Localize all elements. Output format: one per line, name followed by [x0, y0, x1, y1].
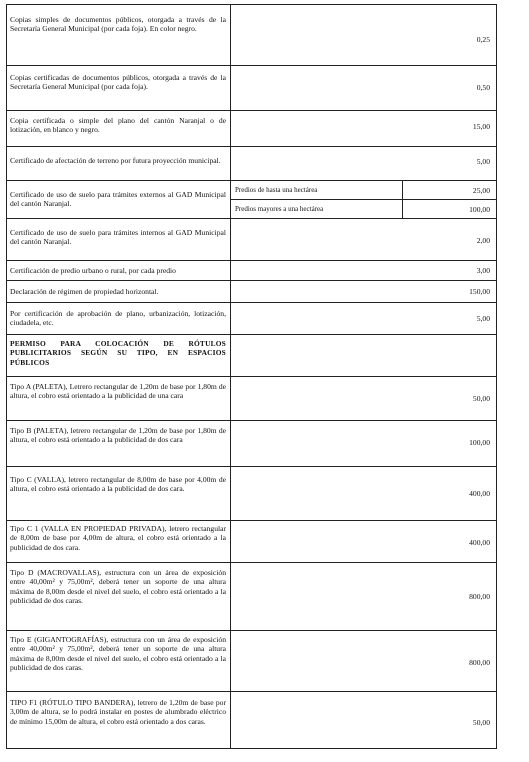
table-row	[7, 261, 496, 281]
row-description: Certificado de afectación de terreno por futura proyección municipal.	[10, 156, 221, 165]
fee-table	[6, 4, 497, 749]
row-description: Certificado de uso de suelo para trámites externos al GAD Municipal del cantón Naranjal.	[10, 190, 226, 209]
table-row	[7, 66, 496, 111]
row-description: Copia certificada o simple del plano del cantón Naranjal o de lotización, en blanco y negro.	[10, 116, 226, 135]
row-description: Copias simples de documentos públicos, otorgada a través de la Secretaría General Municipal (por cada foja). En color negro.	[10, 15, 226, 34]
row-value: 5,00	[476, 157, 490, 166]
table-row	[7, 303, 496, 335]
sub-row-value: 100,00	[469, 205, 490, 214]
table-row	[7, 147, 496, 181]
row-value: 400,00	[469, 538, 490, 547]
sub-row	[231, 181, 496, 200]
row-value: 50,00	[472, 394, 490, 403]
row-value: 0,50	[476, 83, 490, 92]
sub-row-label: Predios mayores a una hectárea	[235, 205, 324, 213]
row-value: 100,00	[469, 438, 490, 447]
table-row	[7, 692, 496, 748]
table-row	[7, 335, 496, 377]
row-description: Certificación de predio urbano o rural, por cada predio	[10, 266, 176, 275]
table-row	[7, 521, 496, 563]
row-description: Tipo A (PALETA), Letrero rectangular de 1,20m de base por 1,80m de altura, el cobro está orientado a la publicidad de una cara	[10, 382, 226, 401]
sub-row-label: Predios de hasta una hectárea	[235, 186, 318, 194]
table-row	[7, 377, 496, 421]
table-row	[7, 631, 496, 692]
row-value: 5,00	[476, 314, 490, 323]
table-row	[7, 111, 496, 147]
table-row	[7, 5, 496, 66]
row-value: 150,00	[469, 287, 490, 296]
row-value: 800,00	[469, 592, 490, 601]
row-description: Por certificación de aprobación de plano, urbanización, lotización, ciudadela, etc.	[10, 309, 226, 328]
row-value: 400,00	[469, 489, 490, 498]
table-row	[7, 467, 496, 521]
row-value: 2,00	[476, 236, 490, 245]
row-description: Declaración de régimen de propiedad horizontal.	[10, 287, 159, 296]
row-value: 3,00	[476, 266, 490, 275]
row-value: 800,00	[469, 658, 490, 667]
sub-row-value: 25,00	[472, 186, 490, 195]
sub-row	[231, 200, 496, 219]
row-value: 15,00	[472, 122, 490, 131]
row-description: Tipo C (VALLA), letrero rectangular de 8,00m de base por 4,00m de altura, el cobro está orientado a la publicidad de dos cara.	[10, 475, 226, 494]
section-heading: PERMISO PARA COLOCACIÓN DE RÓTULOS PUBLICITARIOS SEGÚN SU TIPO, EN ESPACIOS PÚBLICOS	[10, 339, 226, 367]
row-description: Tipo B (PALETA), letrero rectangular de 1,20m de base por 1,80m de altura, el cobro está orientado a la publicidad de dos cara	[10, 426, 226, 445]
row-description: TIPO F1 (RÓTULO TIPO BANDERA), letrero de 1,20m de base por 3,00m de altura, se lo podrá instalar en postes de alumbrado eléctrico de mínimo 15,00m de altura, el cobro está orientado a dos caras.	[10, 698, 226, 726]
table-row	[7, 281, 496, 303]
table-row	[7, 181, 496, 219]
row-description: Certificado de uso de suelo para trámites internos al GAD Municipal del cantón Naranjal.	[10, 228, 226, 247]
table-row	[7, 421, 496, 467]
row-description: Tipo E (GIGANTOGRAFÍAS), estructura con un área de exposición entre 40,00m² y 75,00m², deberá tener un soporte de una altura máxima de 8,00m desde el nivel del suelo, el cobro está orientado a la publicidad de dos caras.	[10, 635, 226, 672]
row-value: 0,25	[476, 35, 490, 44]
row-description: Copias certificadas de documentos públicos, otorgada a través de la Secretaría General Municipal (por cada foja).	[10, 73, 226, 92]
row-value: 50,00	[472, 718, 490, 727]
table-row	[7, 219, 496, 261]
row-description: Tipo D (MACROVALLAS), estructura con un área de exposición entre 40,00m² y 75,00m², deberá tener un soporte de una altura máxima de 8,00m desde el nivel del suelo, el cobro está orientado a la publicidad de dos caras.	[10, 568, 226, 605]
row-description: Tipo C 1 (VALLA EN PROPIEDAD PRIVADA), letrero rectangular de 8,00m de base por 4,00m de altura, el cobro está orientado a la publicidad de dos cara.	[10, 524, 226, 552]
table-row	[7, 563, 496, 631]
